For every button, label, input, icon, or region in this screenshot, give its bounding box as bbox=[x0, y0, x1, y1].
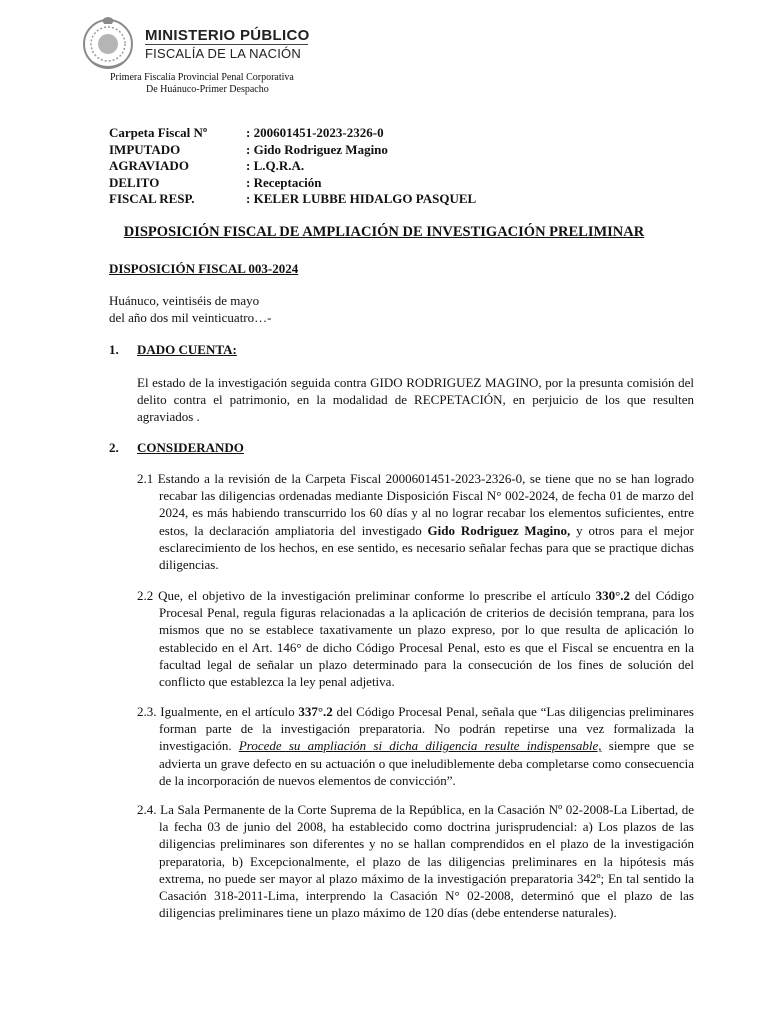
date-line-2: del año dos mil veinticuatro…- bbox=[109, 309, 272, 325]
case-value: : KELER LUBBE HIDALGO PASQUEL bbox=[246, 191, 477, 206]
section-heading-considerando bbox=[109, 440, 244, 456]
bold-run: Gido Rodriguez Magino, bbox=[427, 522, 571, 538]
section-title bbox=[137, 342, 237, 358]
document-subtitle: DISPOSICIÓN FISCAL 003-2024 bbox=[109, 261, 299, 276]
text-run: del Código Procesal Penal, regula figuras relacionadas a la aplicación de criterios de decisión temprana, para los mismos que no se establece taxativamente un plazo expreso, por lo que resulta de aplicación lo establecido en el Art. 146° de dicho Código Procesal Penal, esto es que el Fiscal se encuentra en la facultad legal de señalar un plazo determinado para la consecución de los fines de solución del conflicto que establezca la ley penal adjetiva. bbox=[159, 588, 694, 690]
case-value: : L.Q.R.A. bbox=[246, 158, 305, 173]
section-title-text: DADO CUENTA bbox=[137, 342, 233, 357]
bold-run: 330°.2 bbox=[595, 588, 631, 603]
brand-divider bbox=[145, 44, 308, 45]
paragraph-2-3 bbox=[137, 703, 694, 789]
case-label: AGRAVIADO bbox=[109, 158, 189, 173]
office-line-1: Primera Fiscalía Provincial Penal Corporativa bbox=[110, 72, 294, 83]
date-line-1: Huánuco, veintiséis de mayo bbox=[109, 293, 260, 308]
case-label: DELITO bbox=[109, 174, 160, 190]
section-number: 2. bbox=[109, 440, 119, 455]
text-run: siempre que se advierta un grave defecto en su actuación o que ineludiblemente deba completarse como consecuencia de la incorporación de nuevos elementos de convicción”. bbox=[159, 738, 694, 788]
text-run: 2.1 Estando a la revisión de la Carpeta Fiscal 2000601451-2023-2326-0, se tiene que no se han logrado recabar las diligencias ordenadas mediante Disposición Fiscal N° 002-2024, de fecha 01 de marzo del 2024, es más habiendo transcurrido los 60 días y al no lograr recabar los elementos suficientes, entre estos, la declaración ampliatoria del investigado bbox=[137, 471, 694, 538]
text-run: 2.2 Que, el objetivo de la investigación preliminar conforme lo prescribe el artículo bbox=[137, 588, 596, 603]
date-line bbox=[109, 293, 271, 326]
text-run: y otros para el mejor esclarecimiento de los hechos, en ese sentido, es necesario señalar fechas para que se practique dichas diligencias. bbox=[159, 522, 694, 573]
case-value: : 200601451-2023-2326-0 bbox=[246, 125, 384, 140]
section-number: 1. bbox=[109, 342, 119, 357]
section-title-colon: : bbox=[232, 342, 237, 357]
brand-subtitle: FISCALÍA DE LA NACIÓN bbox=[145, 46, 301, 61]
section-title: CONSIDERANDO bbox=[137, 440, 244, 455]
text-run: del Código Procesal Penal, señala que “Las diligencias preliminares forman parte de la investigación preparatoria. No podrán repetirse una vez formalizada la investigación. bbox=[159, 704, 694, 754]
case-row bbox=[109, 158, 476, 175]
case-row bbox=[109, 175, 476, 192]
case-row bbox=[109, 125, 476, 142]
italic-underlined-run: Procede su ampliación si dicha diligencia resulte indispensable, bbox=[238, 738, 602, 754]
text-run: 2.3. Igualmente, en el artículo bbox=[137, 704, 299, 719]
case-info bbox=[109, 125, 476, 208]
national-emblem-icon bbox=[78, 12, 138, 72]
case-value: : Gido Rodriguez Magino bbox=[246, 141, 388, 157]
case-label: Carpeta Fiscal Nº bbox=[109, 125, 208, 140]
paragraph-2-1 bbox=[137, 470, 694, 573]
institution-brand bbox=[145, 28, 310, 61]
case-label: FISCAL RESP. bbox=[109, 191, 195, 206]
office-line-2: De Huánuco-Primer Despacho bbox=[146, 84, 269, 95]
document-title: DISPOSICIÓN FISCAL DE AMPLIACIÓN DE INVESTIGACIÓN PRELIMINAR bbox=[123, 224, 645, 240]
case-value: : Receptación bbox=[246, 174, 322, 190]
brand-name: MINISTERIO PÚBLICO bbox=[145, 27, 310, 44]
paragraph-2-4: 2.4. La Sala Permanente de la Corte Suprema de la República, en la Casación Nº 02-2008-La Libertad, de la fecha 03 de junio del 2008, ha establecido como doctrina jurisprudencial: a) Los plazos de las diligencias preliminares son diferentes y no se hallan comprendidos en el plazo de la investigación preparatoria, b) Excepcionalmente, el plazo de las diligencias preliminares en la hipótesis más extrema, no puede ser mayor al plazo máximo de la investigación preparatoria 342º; En tal sentido la Casación 318-2011-Lima, interprendo la Casación N° 02-2008, determinó que el plazo de las diligencias preliminares tiene un plazo máximo de 120 días (debe entenderse naturales). bbox=[137, 802, 694, 921]
office-name bbox=[110, 72, 294, 96]
case-row bbox=[109, 191, 476, 208]
paragraph-2-2 bbox=[137, 587, 694, 690]
bold-run: 337°.2 bbox=[298, 704, 333, 719]
dado-cuenta-paragraph: El estado de la investigación seguida contra GIDO RODRIGUEZ MAGINO, por la presunta comisión del delito contra el patrimonio, en la modalidad de RECPETACIÓN, en perjuicio de los que resulten agraviados . bbox=[137, 375, 694, 425]
case-row bbox=[109, 142, 476, 159]
case-label: IMPUTADO bbox=[109, 141, 181, 157]
section-heading-dado-cuenta bbox=[109, 342, 237, 358]
